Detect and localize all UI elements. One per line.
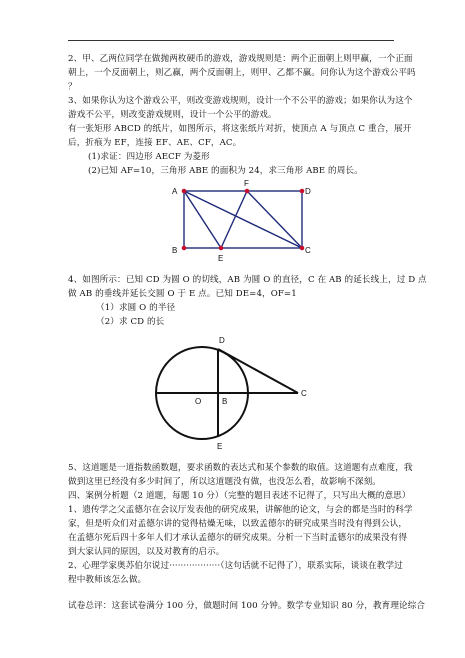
label-c: C (301, 389, 307, 398)
label-b: B (222, 397, 228, 406)
q3-line-4: 后，折痕为 EF，连接 EF、AE、CF，AC。 (68, 138, 242, 148)
q2-line-1: 2、甲、乙两位同学在做抛两枚硬币的游戏，游戏规则是：两个正面朝上则甲赢，一个正面 (68, 54, 413, 64)
top-rule (68, 40, 394, 41)
segment-fc (247, 191, 302, 248)
point-d (300, 189, 305, 194)
label-c: C (305, 246, 311, 255)
q4-subq-2: （2）求 CD 的长 (96, 317, 165, 327)
label-d: D (305, 187, 311, 196)
case1-line-2: 家，但是听众们对孟德尔讲的觉得枯燥无味，以致孟德尔的研究成果当时没有得到公认， (68, 519, 408, 529)
summary-line: 试卷总评：这套试卷满分 100 分，做题时间 100 分钟。数学专业知识 80 分，教育理论综合 (68, 601, 426, 611)
q3-line-3: 有一张矩形 ABCD 的纸片，如图所示，将这张纸片对折，使顶点 A 与顶点 C 重合，展开 (68, 124, 412, 134)
tangent-dc (218, 349, 298, 393)
q4-subq-1: （1）求圆 O 的半径 (96, 303, 176, 313)
q2-line-2: 朝上，一个反面朝上，则乙赢，两个反面朝上，则甲、乙都不赢。问你认为这个游戏公平吗 (68, 68, 416, 78)
q3-line-2: 游戏不公平，则改变游戏规则，设计一个公平的游戏。 (68, 110, 277, 120)
q4-line-2: 做 AB 的垂线并延长交圆 O 于 E 点。已知 DE=4，OF=1 (68, 289, 297, 299)
case1-line-4: 到大家认同的原因，以及对教育的启示。 (68, 547, 225, 557)
label-a: A (172, 187, 178, 196)
point-e (219, 246, 224, 251)
label-d: D (219, 336, 225, 345)
label-e: E (217, 442, 223, 451)
label-b: B (172, 246, 178, 255)
label-o: O (195, 397, 202, 406)
q2-line-3: ？ (68, 82, 77, 92)
case1-line-1: 1、遗传学之父孟德尔在会议厅发表他的研究成果，讲解他的论文，与会的都是当时的科学 (68, 505, 413, 515)
q3-subq-2: (2)已知 AF=10，三角形 ABE 的面积为 24，求三角形 ABE 的周长。 (88, 166, 363, 176)
circle-figure (140, 328, 320, 453)
label-f: F (244, 179, 249, 188)
label-e: E (218, 254, 224, 263)
q3-subq-1: (1)求证：四边形 AECF 为菱形 (88, 152, 210, 162)
q5-line-2: 做到这里已经没有多少时间了，所以这道题没有做，也没怎么看，故影响不深刻。 (68, 477, 381, 487)
point-f (245, 189, 250, 194)
rectangle-figure (160, 172, 310, 264)
case2-line-1: 2、心理学家奥苏伯尔说过··················（这句话就不记得了），联系实际，谈谈在教学过 (68, 561, 403, 571)
point-c (300, 246, 305, 251)
q4-line-1: 4、如图所示：已知 CD 为圆 O 的切线，AB 为圆 O 的直径，C 在 AB 的延长线上，过 D 点 (68, 275, 427, 285)
case2-line-2: 程中教师该怎么做。 (68, 575, 147, 585)
point-b (182, 246, 187, 251)
q3-line-1: 3、如果你认为这个游戏公平，则改变游戏规则，设计一个不公平的游戏；如果你认为这个 (68, 96, 413, 106)
section4-heading: 四、案例分析题（2 道题，每题 10 分）（完整的题目表述不记得了，只写出大概的意思） (68, 491, 411, 501)
q5-line-1: 5、这道题是一道指数函数题，要求函数的表达式和某个参数的取值。这道题有点难度，我 (68, 463, 413, 473)
point-a (182, 189, 187, 194)
case1-line-3: 在孟德尔死后四十多年人们才承认孟德尔的研究成果。分析一下当时孟德尔的成果没有得 (68, 533, 408, 543)
